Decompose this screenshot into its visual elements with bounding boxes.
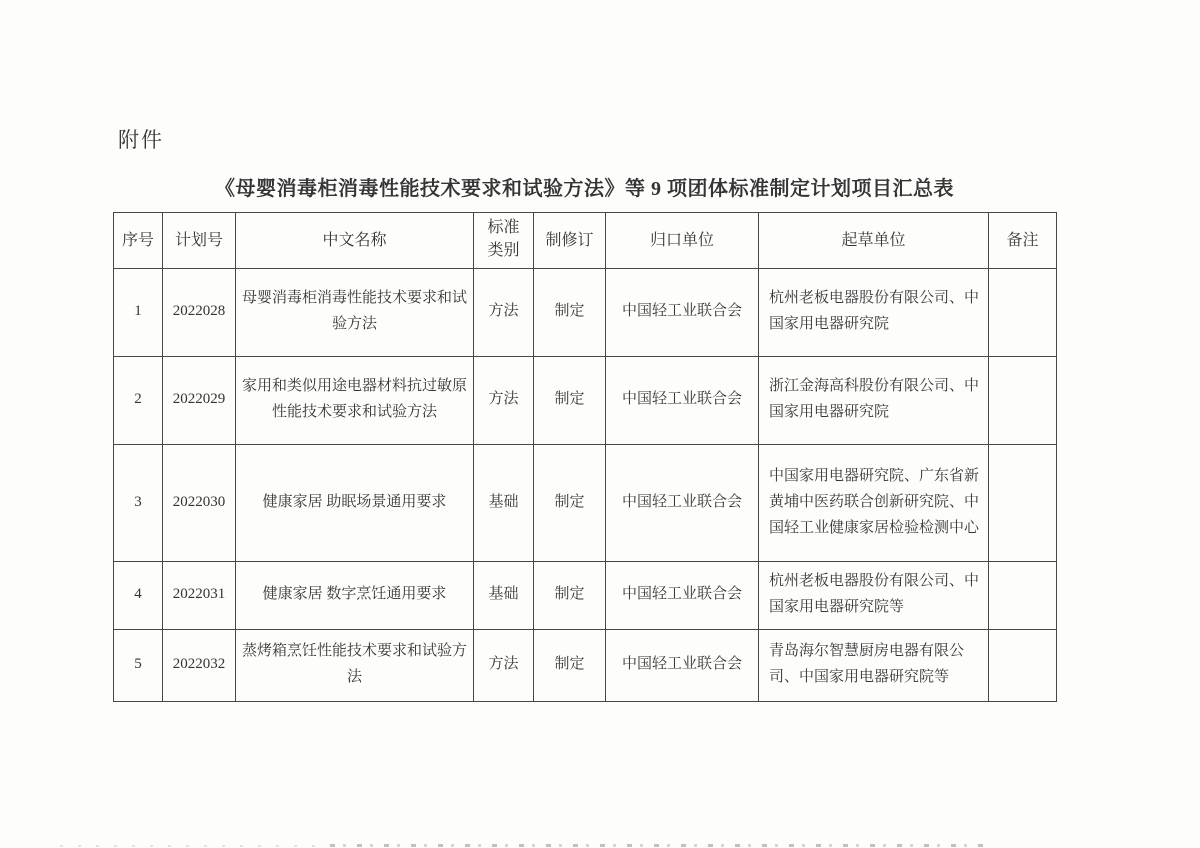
header-seq: 序号	[114, 213, 163, 269]
cell-centralized-unit: 中国轻工业联合会	[606, 561, 759, 629]
cell-centralized-unit: 中国轻工业联合会	[606, 629, 759, 701]
cell-category: 方法	[474, 356, 534, 444]
cell-category: 基础	[474, 561, 534, 629]
cell-remark	[989, 561, 1057, 629]
cell-name-cn: 健康家居 数字烹饪通用要求	[236, 561, 474, 629]
table-row	[114, 268, 1057, 356]
cell-plan-no: 2022028	[163, 268, 236, 356]
cell-remark	[989, 268, 1057, 356]
cell-centralized-unit: 中国轻工业联合会	[606, 268, 759, 356]
cell-seq: 1	[114, 268, 163, 356]
cell-name-cn: 健康家居 助眠场景通用要求	[236, 444, 474, 561]
cell-drafting-unit: 中国家用电器研究院、广东省新黄埔中医药联合创新研究院、中国轻工业健康家居检验检测中心	[759, 444, 989, 561]
header-category	[474, 213, 534, 269]
cell-name-cn: 蒸烤箱烹饪性能技术要求和试验方法	[236, 629, 474, 701]
cell-remark	[989, 629, 1057, 701]
header-category-label: 标准类别	[487, 219, 520, 260]
header-drafting-unit: 起草单位	[759, 213, 989, 269]
table-row	[114, 561, 1057, 629]
standards-table-container	[113, 212, 1057, 702]
table-row	[114, 444, 1057, 561]
header-plan-no: 计划号	[163, 213, 236, 269]
standards-plan-table	[113, 212, 1057, 702]
header-action: 制修订	[534, 213, 606, 269]
attachment-label: 附件	[118, 128, 164, 152]
cell-action: 制定	[534, 629, 606, 701]
cell-drafting-unit: 杭州老板电器股份有限公司、中国家用电器研究院	[759, 268, 989, 356]
cell-centralized-unit: 中国轻工业联合会	[606, 356, 759, 444]
cell-plan-no: 2022031	[163, 561, 236, 629]
header-name-cn: 中文名称	[236, 213, 474, 269]
cell-seq: 4	[114, 561, 163, 629]
document-title: 《母婴消毒柜消毒性能技术要求和试验方法》等 9 项团体标准制定计划项目汇总表	[215, 178, 954, 200]
scanner-noise-artifact	[330, 844, 990, 847]
cell-category: 基础	[474, 444, 534, 561]
cell-seq: 3	[114, 444, 163, 561]
cell-name-cn: 母婴消毒柜消毒性能技术要求和试验方法	[236, 268, 474, 356]
scanner-noise-artifact	[60, 845, 320, 847]
cell-action: 制定	[534, 268, 606, 356]
cell-category: 方法	[474, 268, 534, 356]
cell-seq: 5	[114, 629, 163, 701]
cell-plan-no: 2022029	[163, 356, 236, 444]
cell-drafting-unit: 杭州老板电器股份有限公司、中国家用电器研究院等	[759, 561, 989, 629]
table-header-row	[114, 213, 1057, 269]
table-row	[114, 356, 1057, 444]
cell-drafting-unit: 青岛海尔智慧厨房电器有限公司、中国家用电器研究院等	[759, 629, 989, 701]
cell-seq: 2	[114, 356, 163, 444]
cell-action: 制定	[534, 356, 606, 444]
cell-plan-no: 2022030	[163, 444, 236, 561]
table-row	[114, 629, 1057, 701]
header-remark: 备注	[989, 213, 1057, 269]
cell-centralized-unit: 中国轻工业联合会	[606, 444, 759, 561]
cell-remark	[989, 444, 1057, 561]
cell-plan-no: 2022032	[163, 629, 236, 701]
cell-remark	[989, 356, 1057, 444]
cell-action: 制定	[534, 561, 606, 629]
header-centralized-unit: 归口单位	[606, 213, 759, 269]
cell-name-cn: 家用和类似用途电器材料抗过敏原性能技术要求和试验方法	[236, 356, 474, 444]
cell-action: 制定	[534, 444, 606, 561]
cell-drafting-unit: 浙江金海高科股份有限公司、中国家用电器研究院	[759, 356, 989, 444]
cell-category: 方法	[474, 629, 534, 701]
